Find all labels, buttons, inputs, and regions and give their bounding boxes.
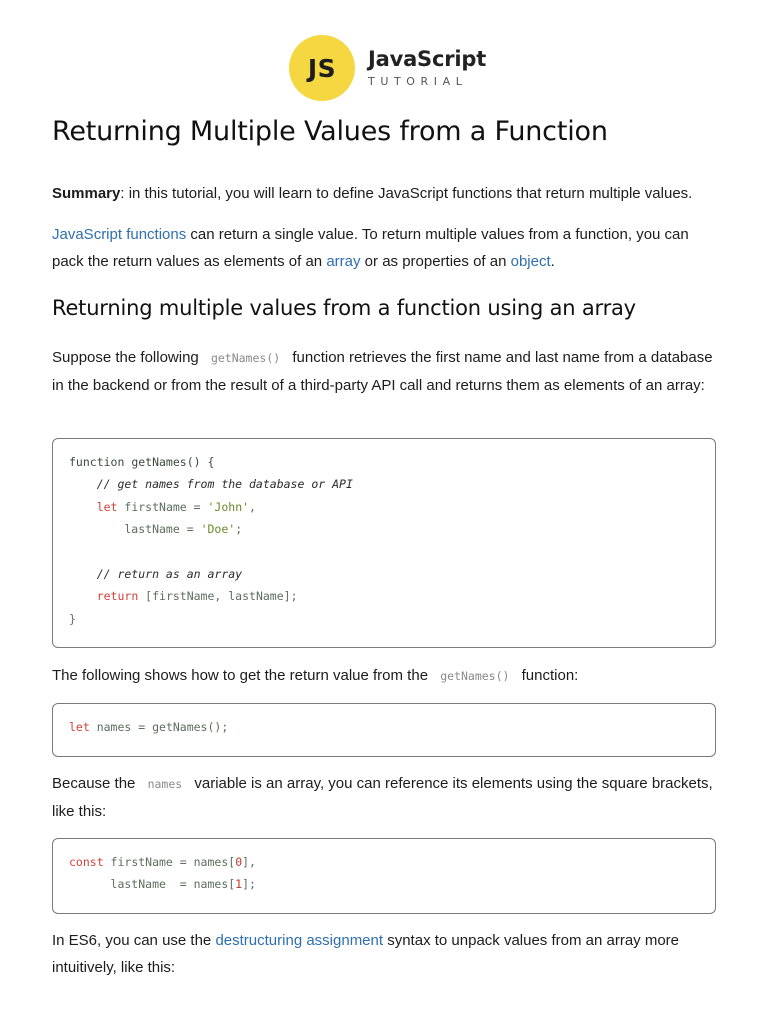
code-block-getnames[interactable] xyxy=(52,438,716,648)
code-text: ], xyxy=(242,855,256,869)
code-text: getNames() { xyxy=(124,455,215,469)
link-javascript-functions[interactable]: JavaScript functions xyxy=(52,226,187,243)
code-line xyxy=(69,585,699,607)
code-keyword: function xyxy=(69,455,125,469)
code-string: 'Doe' xyxy=(200,522,236,537)
section-heading-array: Returning multiple values from a function using an array xyxy=(52,296,636,320)
code-text: names = getNames(); xyxy=(89,720,229,734)
page-title: Returning Multiple Values from a Function xyxy=(52,116,608,147)
code-text: [firstName, lastName]; xyxy=(138,589,298,604)
code-text: lastName = xyxy=(69,522,201,537)
para-getnames xyxy=(52,344,720,399)
summary-text: : in this tutorial, you will learn to define JavaScript functions that return multiple values. xyxy=(120,185,693,202)
code-line xyxy=(69,608,699,630)
inline-code-names: names xyxy=(147,777,183,791)
para4-text-1: In ES6, you can use the xyxy=(52,932,216,949)
code-number: 1 xyxy=(235,877,243,892)
code-keyword: return xyxy=(96,589,139,604)
intro-text-1: can return a single value. To return multiple values from a function, you can pack the return values as elements of an xyxy=(52,226,689,270)
code-keyword: let xyxy=(96,499,118,514)
code-line xyxy=(69,451,699,473)
para3-text-1: Because the xyxy=(52,775,140,792)
code-line xyxy=(69,716,699,738)
intro-text-2: or as properties of an xyxy=(360,253,511,270)
intro-text-3: . xyxy=(550,253,555,270)
code-text: ; xyxy=(235,522,243,537)
code-line xyxy=(69,563,699,585)
para1-text-2: function retrieves the first name and last name from a database in the backend or from the result of a third-party API call and returns them as elements of an array: xyxy=(52,349,713,394)
para2-text-2: function: xyxy=(517,667,579,684)
summary-label: Summary xyxy=(52,185,121,202)
inline-code-getnames: getNames() xyxy=(440,669,510,683)
code-block-const-names[interactable] xyxy=(52,838,716,914)
link-array[interactable]: array xyxy=(326,253,361,270)
para-destructuring xyxy=(52,927,720,981)
code-keyword: const xyxy=(69,855,104,869)
code-comment: // return as an array xyxy=(69,566,243,581)
summary-paragraph xyxy=(52,180,720,207)
code-line-blank xyxy=(69,541,699,563)
para-names-variable xyxy=(52,770,720,825)
code-number: 0 xyxy=(235,855,243,869)
site-logo[interactable] xyxy=(289,35,486,101)
para-return-value xyxy=(52,662,720,690)
logo-name: JavaScript xyxy=(368,47,487,71)
code-line xyxy=(69,496,699,518)
inline-code-getnames: getNames() xyxy=(210,351,281,365)
code-text: } xyxy=(69,611,76,626)
code-string: 'John' xyxy=(207,499,250,514)
code-text: , xyxy=(249,499,256,514)
link-destructuring-assignment[interactable]: destructuring assignment xyxy=(215,932,384,949)
code-line xyxy=(69,518,699,540)
code-text: firstName = xyxy=(117,499,208,514)
code-text: firstName = names[ xyxy=(103,855,236,869)
code-block-let-names[interactable] xyxy=(52,703,716,757)
code-keyword: let xyxy=(69,720,90,734)
code-line xyxy=(69,473,699,495)
js-logo-icon: JS xyxy=(289,35,355,101)
logo-text xyxy=(368,49,486,87)
code-line xyxy=(69,851,699,873)
logo-subtitle: TUTORIAL xyxy=(368,75,468,88)
para4-text-2: syntax to unpack values from an array more intuitively, like this: xyxy=(52,932,680,976)
code-text: lastName = names[ xyxy=(69,877,236,892)
code-comment: // get names from the database or API xyxy=(69,477,353,492)
para2-text-1: The following shows how to get the return value from the xyxy=(52,667,433,684)
para1-text-1: Suppose the following xyxy=(52,349,203,366)
para3-text-2: variable is an array, you can reference its elements using the square brackets, like this: xyxy=(52,775,713,820)
code-text: ]; xyxy=(242,877,256,892)
link-object[interactable]: object xyxy=(510,253,551,270)
code-line xyxy=(69,873,699,895)
intro-paragraph xyxy=(52,221,720,275)
